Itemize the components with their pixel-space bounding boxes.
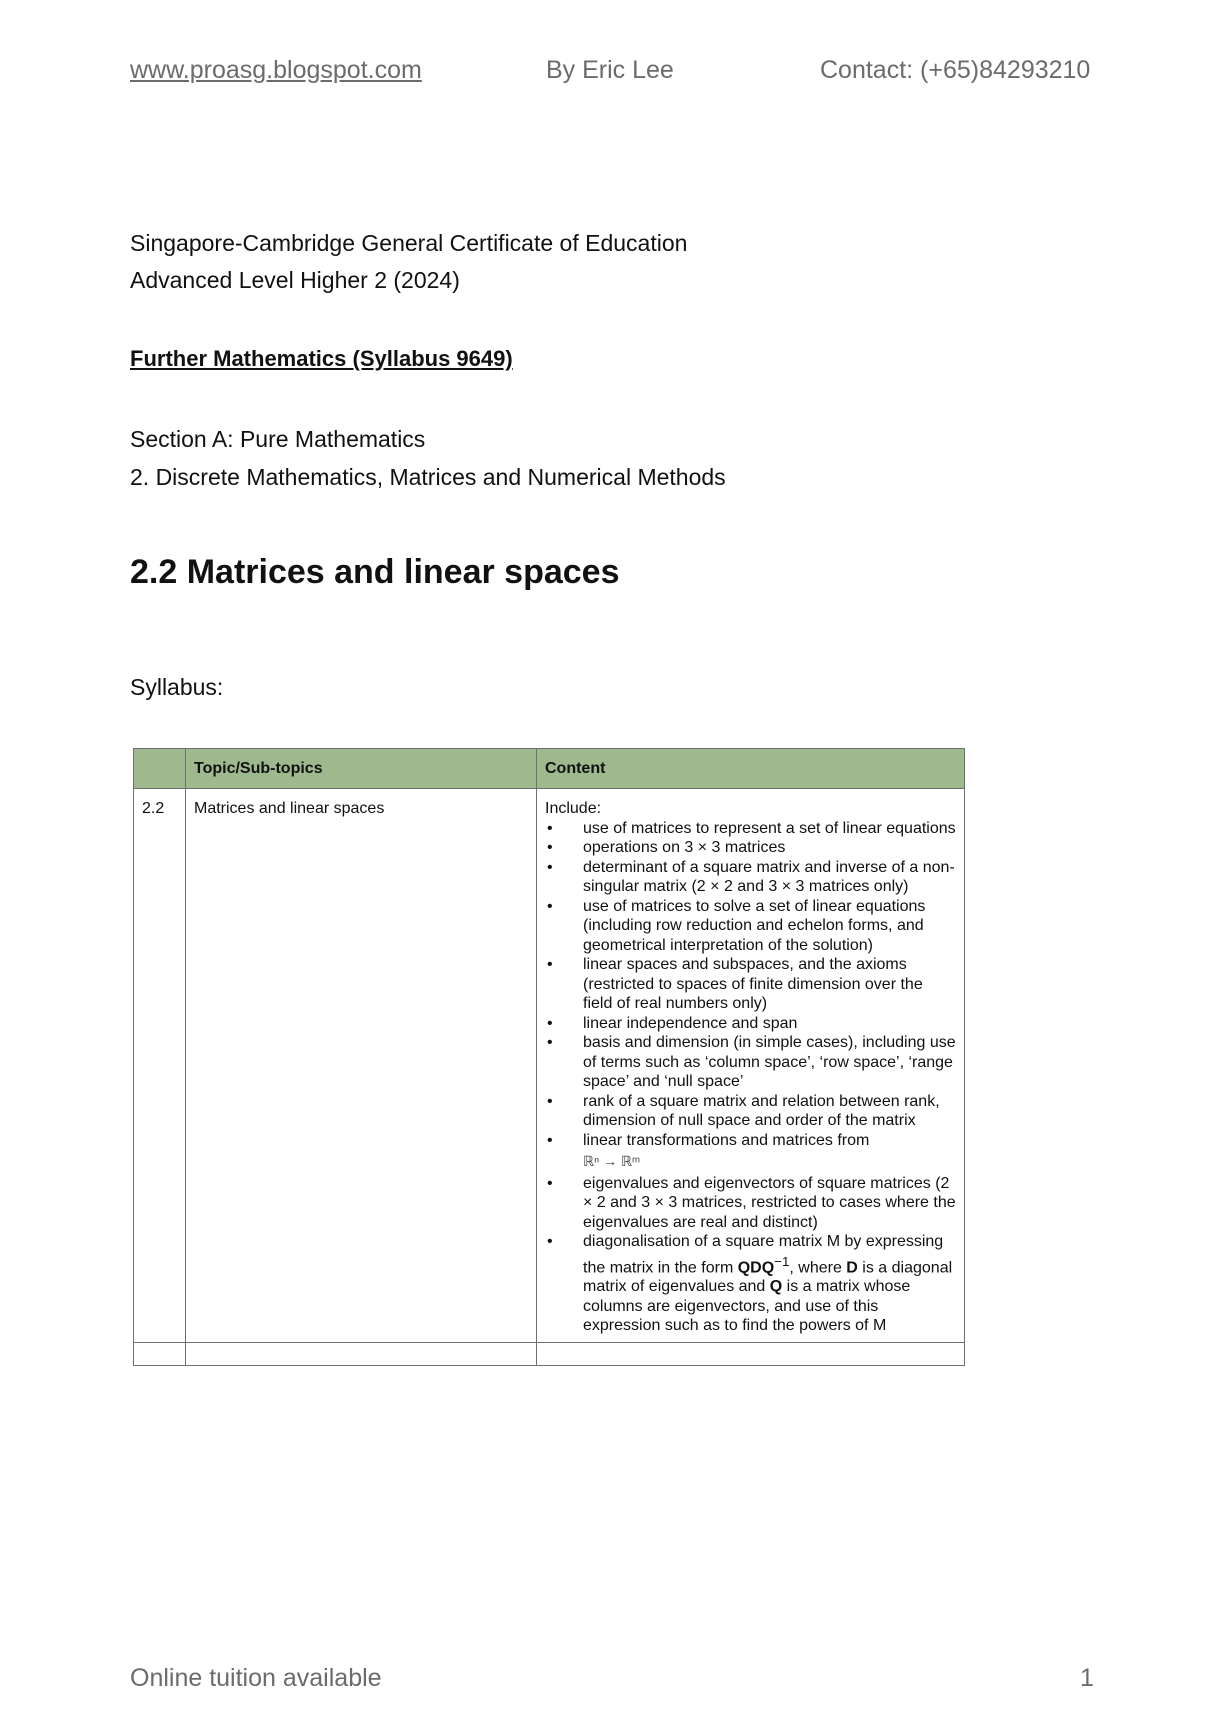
diag-text-1: diagonalisation of a square matrix M by expressing the matrix in the form	[583, 1233, 944, 1276]
header-number	[134, 749, 186, 789]
diag-text-4: is a matrix whose columns are eigenvectors, and use of this expression such as to find the powers of M	[583, 1278, 911, 1335]
list-item: • linear spaces and subspaces, and the axioms (restricted to spaces of finite dimension over the field of real numbers only)	[545, 955, 956, 1014]
diag-d: D	[846, 1258, 858, 1276]
page-number: 1	[1080, 1664, 1094, 1692]
list-item: • rank of a square matrix and relation between rank, dimension of null space and order of the matrix	[545, 1092, 956, 1131]
row-number: 2.2	[134, 789, 186, 1343]
syllabus-table	[133, 748, 965, 1366]
subject-heading: Further Mathematics (Syllabus 9649)	[130, 346, 513, 371]
row-topic: Matrices and linear spaces	[186, 789, 537, 1343]
empty-cell	[537, 1342, 965, 1365]
diag-q: Q	[769, 1278, 783, 1296]
table-row-partial	[134, 1342, 965, 1365]
course-line-2: Advanced Level Higher 2 (2024)	[130, 267, 460, 293]
list-item: • eigenvalues and eigenvectors of square matrices (2 × 2 and 3 × 3 matrices, restricted to cases where the eigenvalues are real and distinct)	[545, 1174, 956, 1233]
list-item: • linear independence and span	[545, 1014, 956, 1034]
list-item: • determinant of a square matrix and inverse of a non-singular matrix (2 × 2 and 3 × 3 matrices only)	[545, 858, 956, 897]
include-label: Include:	[545, 800, 602, 817]
table-header-row	[134, 749, 965, 789]
header-content: Content	[537, 749, 965, 789]
section-label: Section A: Pure Mathematics	[130, 426, 426, 452]
syllabus-label: Syllabus:	[130, 674, 224, 700]
row-content	[537, 789, 965, 1343]
list-item	[545, 1232, 956, 1336]
page-title: 2.2 Matrices and linear spaces	[130, 553, 620, 591]
diag-text-3: is a diagonal matrix of eigenvalues and	[583, 1258, 953, 1296]
diag-qdq: QDQ	[737, 1258, 775, 1276]
header-contact: Contact: (+65)84293210	[820, 56, 1091, 84]
list-item: • use of matrices to solve a set of linear equations (including row reduction and echelon forms, and geometrical interpretation of the solution)	[545, 897, 956, 956]
content-list	[545, 819, 956, 1336]
header-author: By Eric Lee	[546, 56, 674, 84]
header-topic: Topic/Sub-topics	[186, 749, 537, 789]
footer-note: Online tuition available	[130, 1664, 382, 1692]
list-item-text: linear transformations and matrices from	[583, 1131, 870, 1149]
list-item: • operations on 3 × 3 matrices	[545, 838, 956, 858]
diag-sup: −1	[774, 1253, 790, 1269]
list-item	[545, 1131, 956, 1172]
empty-cell	[186, 1342, 537, 1365]
list-item: • basis and dimension (in simple cases), including use of terms such as ‘column space’, ‘row space’, ‘range space’ and ‘null space’	[545, 1033, 956, 1092]
transform-notation: ℝⁿ → ℝᵐ	[583, 1153, 641, 1169]
chapter-label: 2. Discrete Mathematics, Matrices and Numerical Methods	[130, 464, 726, 490]
course-line-1: Singapore-Cambridge General Certificate of Education	[130, 230, 688, 256]
header-website-link[interactable]: www.proasg.blogspot.com	[130, 56, 422, 84]
diag-text-2: , where	[789, 1258, 847, 1276]
list-item: • use of matrices to represent a set of linear equations	[545, 819, 956, 839]
table-row	[134, 789, 965, 1343]
empty-cell	[134, 1342, 186, 1365]
